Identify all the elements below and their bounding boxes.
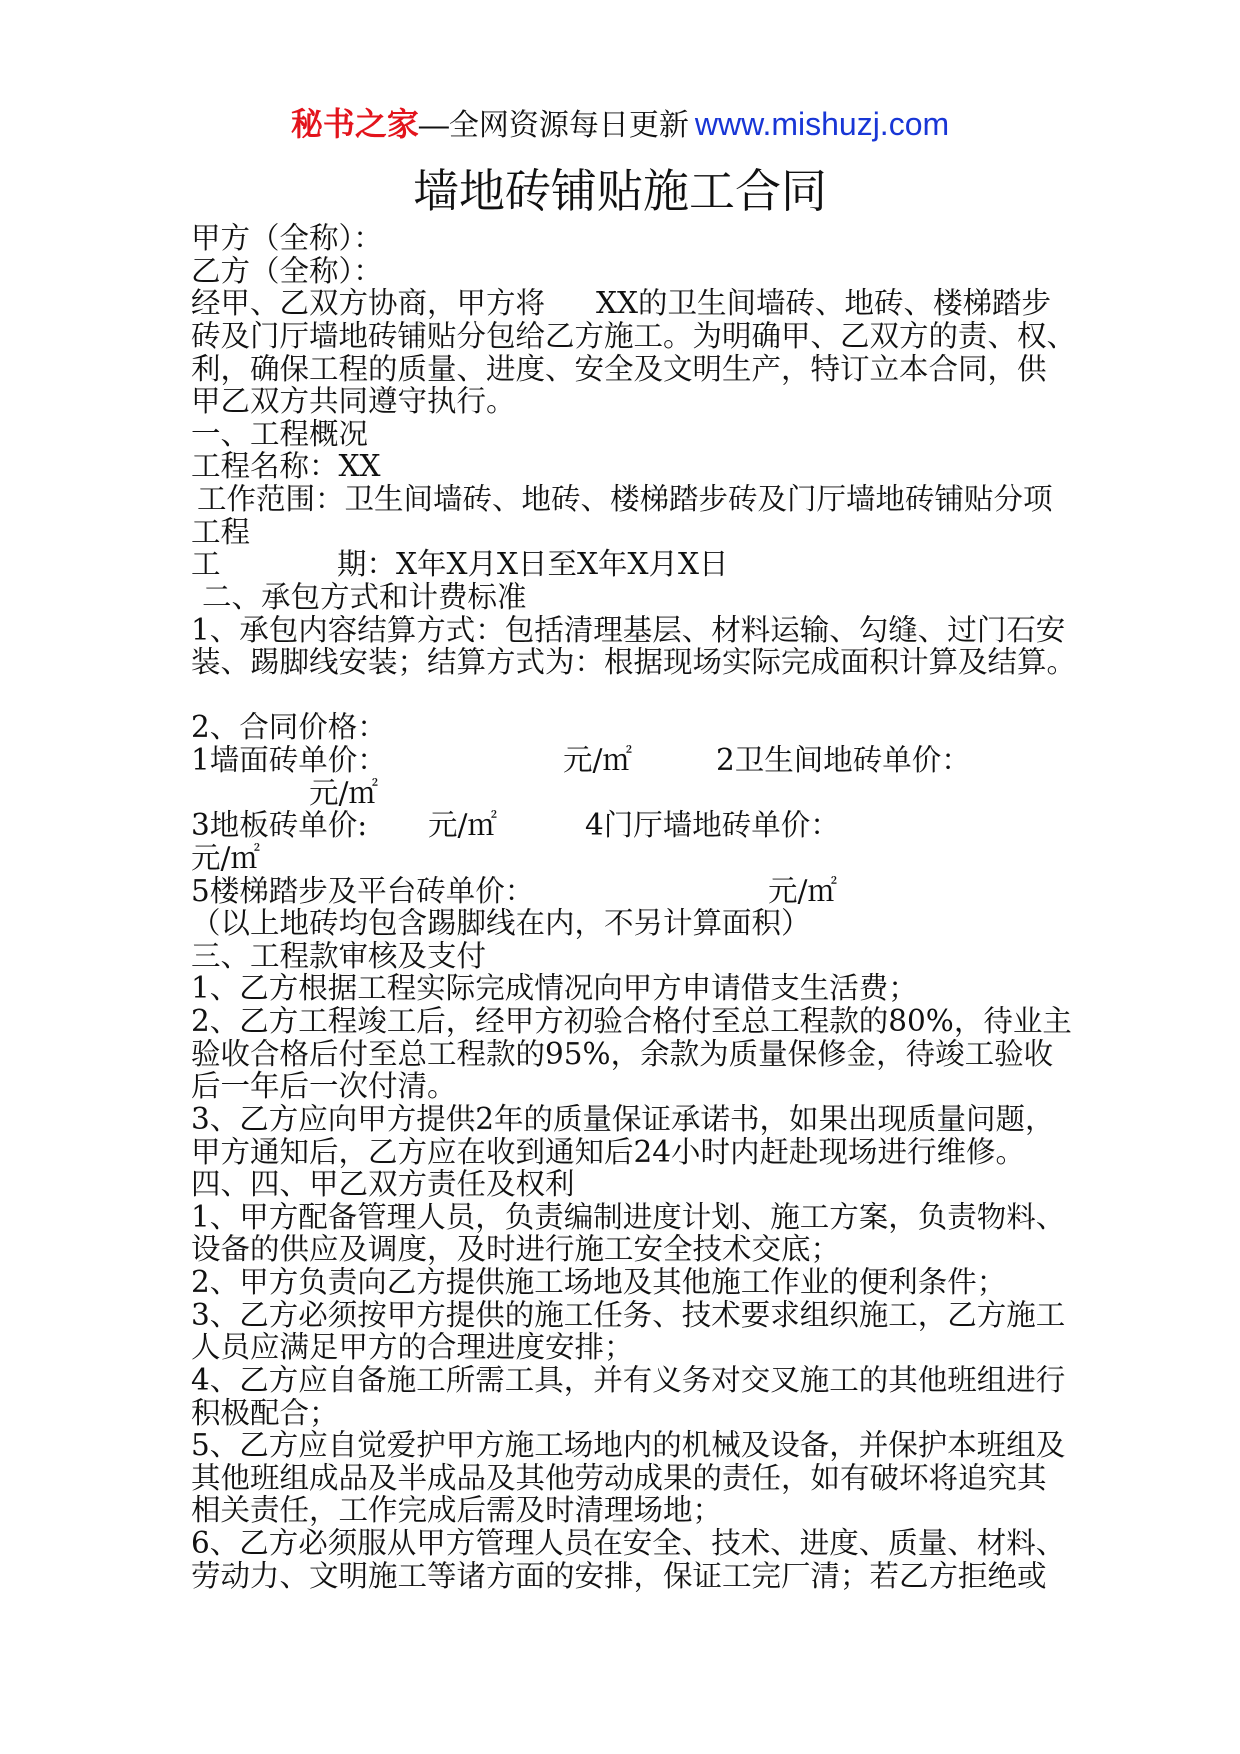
responsibility-line: 2、甲方负责向乙方提供施工场地及其他施工作业的便利条件； [191,1265,1007,1299]
document-body [191,222,1191,1592]
project-period-label: 工 [191,547,221,582]
payment-line: 1、乙方根据工程实际完成情况向甲方申请借支生活费； [191,971,918,1006]
payment-line: 验收合格后付至总工程款的95%，余款为质量保修金，待竣工验收 [191,1036,1054,1071]
price-label: 4门厅墙地砖单价： [585,808,840,843]
price-row [191,809,1191,842]
header-url: www.mishuzj.com [694,106,950,142]
price-row [191,875,1191,908]
responsibility-line: 积极配合； [191,1395,339,1430]
price-label: 5楼梯踏步及平台砖单价： [191,873,535,908]
blank-line [191,679,1191,712]
price-unit: 元/㎡ [768,873,837,908]
section-2-heading: 二、承包方式和计费标准 [202,579,527,614]
payment-line: 2、乙方工程竣工后，经甲方初验合格付至总工程款的80%，待业主 [191,1004,1072,1038]
price-row [191,744,1191,777]
responsibility-line: 设备的供应及调度，及时进行施工安全技术交底； [191,1232,841,1267]
payment-line: 甲方通知后，乙方应在收到通知后24小时内赶赴现场进行维修。 [191,1134,1026,1169]
responsibility-line: 人员应满足甲方的合理进度安排； [191,1330,634,1365]
responsibility-line: 6、乙方必须服从甲方管理人员在安全、技术、进度、质量、材料、 [191,1526,1066,1560]
preamble-lead-rest: XX的卫生间墙砖、地砖、楼梯踏步 [596,286,1052,321]
preamble-lead: 经甲、乙双方协商，甲方将 [191,286,546,321]
brand-name: 秘书之家 [290,106,419,142]
project-scope-line: 工作范围：卫生间墙砖、地砖、楼梯踏步砖及门厅墙地砖铺贴分项 [197,482,1053,516]
preamble-line: 利，确保工程的质量、进度、安全及文明生产，特订立本合同，供 [191,351,1047,386]
project-scope-line: 工程 [191,514,251,549]
party-a-line: 甲方（全称）： [191,221,383,255]
preamble-line [191,287,1191,320]
responsibility-line: 其他班组成品及半成品及其他劳动成果的责任，如有破坏将追究其 [191,1460,1047,1495]
preamble-line: 甲乙双方共同遵守执行。 [191,384,516,419]
project-period-line [191,548,1191,581]
settlement-line: 装、踢脚线安装；结算方式为：根据现场实际完成面积计算及结算。 [191,645,1077,680]
document-title: 墙地砖铺贴施工合同 [413,164,827,218]
project-period-value: 期：X年X月X日至X年X月X日 [337,547,729,582]
responsibility-line: 相关责任，工作完成后需及时清理场地； [191,1493,723,1528]
responsibility-line: 5、乙方应自觉爱护甲方施工场地内的机械及设备，并保护本班组及 [191,1428,1066,1463]
price-unit: 元/㎡ [428,808,497,843]
site-header [0,104,1240,144]
responsibility-line: 1、甲方配备管理人员，负责编制进度计划、施工方案，负责物料、 [191,1199,1066,1234]
section-3-heading: 三、工程款审核及支付 [191,938,487,973]
payment-line: 3、乙方应向甲方提供2年的质量保证承诺书，如果出现质量问题， [191,1101,1055,1136]
price-heading: 2、合同价格： [191,710,387,745]
price-row [191,842,1191,875]
settlement-line: 1、承包内容结算方式：包括清理基层、材料运输、勾缝、过门石安 [191,612,1066,647]
payment-line: 后一年后一次付清。 [191,1069,457,1104]
price-label: 2卫生间地砖单价： [716,743,971,777]
responsibility-line: 劳动力、文明施工等诸方面的安排，保证工完厂清；若乙方拒绝或 [191,1558,1047,1593]
price-unit: 元/㎡ [309,775,378,810]
preamble-line: 砖及门厅墙地砖铺贴分包给乙方施工。为明确甲、乙双方的责、权、 [191,318,1077,353]
header-tagline: —全网资源每日更新 [418,109,689,142]
price-label: 3地板砖单价: [191,808,368,843]
price-note: （以上地砖均包含踢脚线在内，不另计算面积） [191,906,811,941]
responsibility-line: 4、乙方应自备施工所需工具，并有义务对交叉施工的其他班组进行 [191,1362,1066,1397]
party-b-line: 乙方（全称）： [191,253,383,288]
price-row [191,777,1191,810]
section-1-heading: 一、工程概况 [191,416,369,451]
price-unit: 元/㎡ [563,743,632,777]
responsibility-line: 3、乙方必须按甲方提供的施工任务、技术要求组织施工，乙方施工 [191,1297,1066,1332]
price-unit: 元/㎡ [191,840,260,875]
section-4-heading: 四、四、甲乙双方责任及权利 [191,1167,575,1202]
price-label: 1墙面砖单价： [191,743,387,777]
project-name: 工程名称：XX [191,449,381,484]
